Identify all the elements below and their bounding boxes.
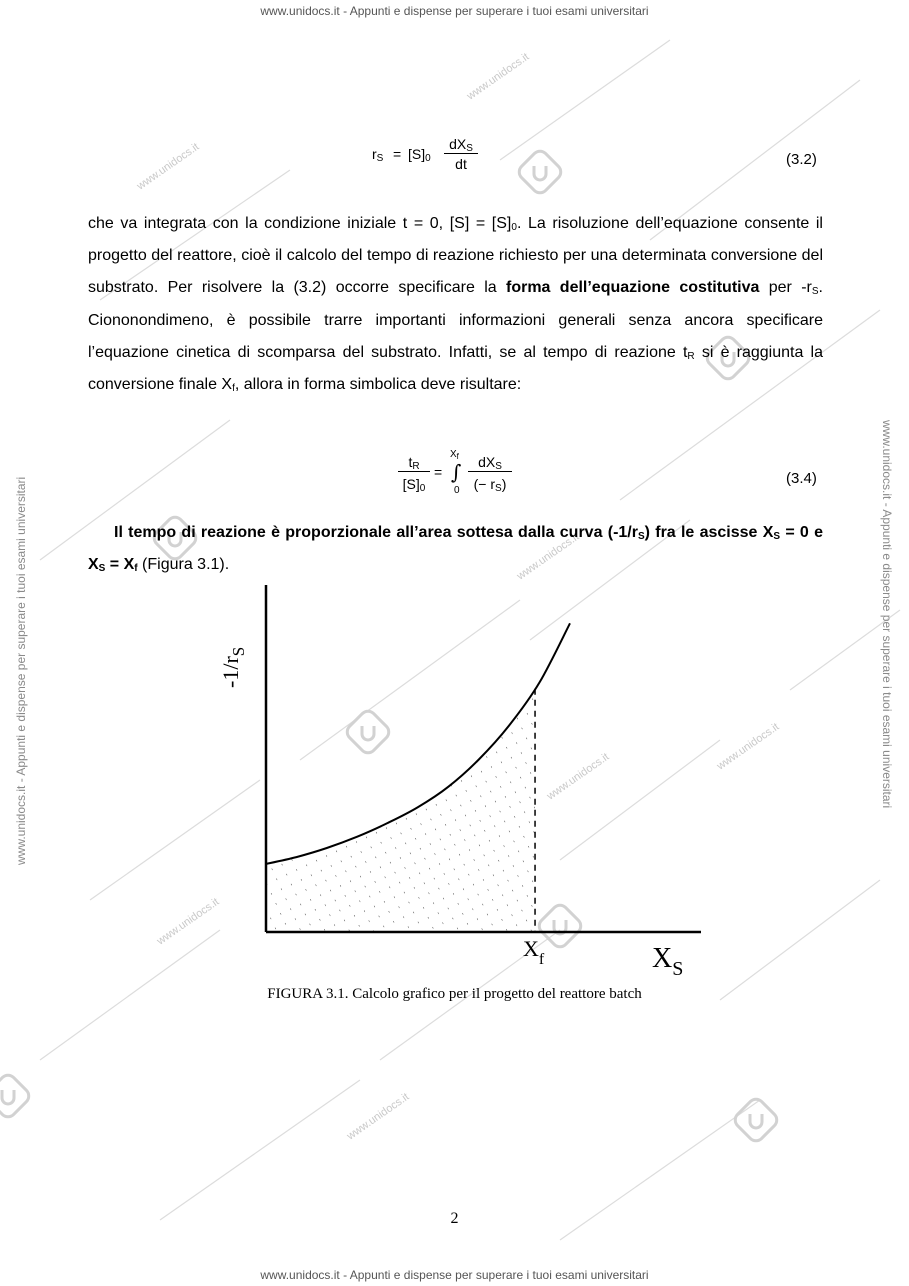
header-watermark: www.unidocs.it - Appunti e dispense per superare i tuoi esami universitari	[260, 4, 649, 18]
right-side-watermark: www.unidocs.it - Appunti e dispense per superare i tuoi esami universitari	[880, 420, 894, 809]
diagonal-watermark: www.unidocs.it	[344, 1090, 412, 1143]
paragraph-1: che va integrata con la condizione iniziale t = 0, $[S] = [S]_0$. La risoluzione dell’equazione consente il progetto del reattore, cioè il calcolo del tempo di reazione richiesto per una determinata conversione del substrato. Per risolvere la (3.2) occorre specificare la forma dell’equazione costitutiva per $-r_S$. Ciononondimeno, è possibile trarre importanti informazioni generali senza ancora specificare l’equazione cinetica di scomparsa del substrato. Infatti, se al tempo di reazione $t_R$ si è raggiunta la conversione finale $X_f$, allora in forma simbolica deve risultare:	[88, 215, 824, 395]
diagonal-watermark: www.unidocs.it	[134, 140, 202, 193]
equation-number-3-2: (3.2)	[786, 151, 817, 168]
page-number: 2	[450, 1210, 459, 1227]
equation-3-2: $r_S$ = $[S]_0$ $dX_S$ dt	[372, 136, 502, 180]
footer-watermark: www.unidocs.it - Appunti e dispense per superare i tuoi esami universitari	[260, 1268, 649, 1282]
diagonal-watermark: www.unidocs.it	[154, 895, 222, 948]
left-side-watermark: www.unidocs.it - Appunti e dispense per superare i tuoi esami universitari	[14, 476, 28, 865]
paragraph-2: Il tempo di reazione è proporzionale all’area sottesa dalla curva $(-1/r_S)$ fra le ascisse $X_S = 0$ e $X_S = X_f$ (Figura 3.1).	[88, 524, 823, 575]
xf-label: $X_f$	[523, 936, 545, 968]
y-axis-label: $-1/r_S$	[218, 646, 248, 688]
diagonal-watermark: www.unidocs.it	[464, 50, 532, 103]
figure-caption: FIGURA 3.1. Calcolo grafico per il progetto del reattore batch	[267, 986, 642, 1002]
diagonal-watermark: www.unidocs.it	[544, 750, 612, 803]
diagonal-watermark: www.unidocs.it	[514, 530, 582, 583]
diagonal-watermark: www.unidocs.it	[714, 720, 782, 773]
equation-3-4: $t_R$ $[S]_0$ = $X_f$ ∫ 0 $dX_S$ (− $r_S$)	[398, 450, 518, 502]
x-axis-label: $X_S$	[652, 943, 684, 980]
equation-number-3-4: (3.4)	[786, 470, 817, 487]
